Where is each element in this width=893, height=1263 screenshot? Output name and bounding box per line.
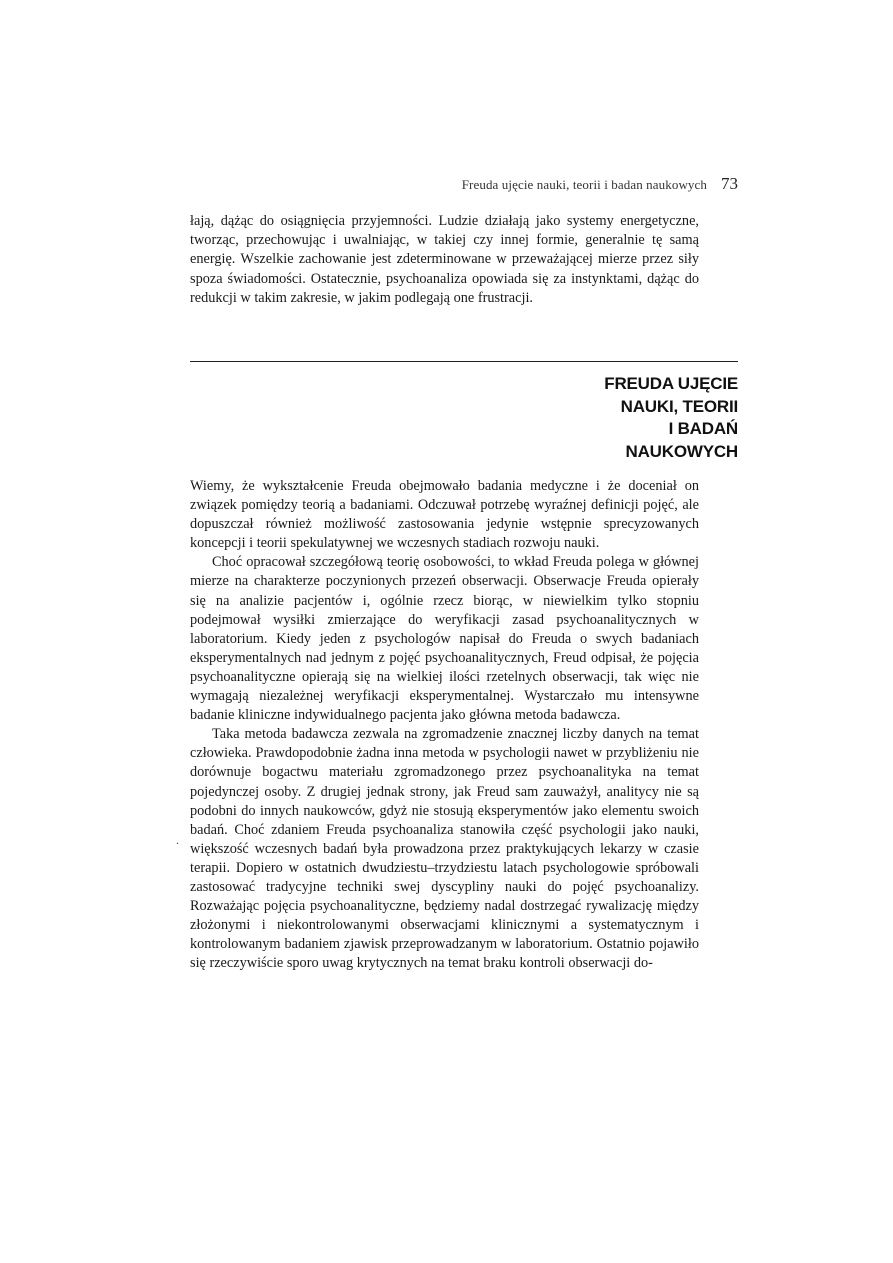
body-paragraph: Choć opracował szczegółową teorię osobowości, to wkład Freuda polega w głównej mierze na charakterze poczynionych przezeń obserwacji. Obserwacje Freuda opierały się na analizie pacjentów i, ogólnie rzecz biorąc, w niewielkim tylko stopniu podejmował wysiłki zmierzające do weryfikacji zasad psychoanalitycznych w laboratorium. Kiedy jeden z psychologów napisał do Freuda o swych badaniach eksperymentalnych nad jednym z pojęć psychoanalitycznych, Freud odpisał, że pojęcia psychoanalityczne opierają się na wielkiej ilości rzetelnych obserwacji, tak więc nie wymagają niezależnej weryfikacji eksperymentalnej. Wystarczało mu intensywne badanie kliniczne indywidualnego pacjenta jako główna metoda badawcza. bbox=[190, 554, 699, 724]
section-title-line: FREUDA UJĘCIE bbox=[604, 374, 738, 393]
intro-paragraph: łają, dążąc do osiągnięcia przyjemności. Ludzie działają jako systemy energetyczne, tworząc, przechowując i uwalniając, w takiej czy innej formie, generalnie tę samą energię. Wszelkie zachowanie jest zdeterminowane w przeważającej mierze przez siły spoza świadomości. Ostatecznie, psychoanaliza opowiada się za instynktami, dążąc do redukcji w takim zakresie, w jakim podlegają one frustracji. bbox=[190, 213, 699, 306]
section-title-line: I BADAŃ bbox=[668, 419, 738, 438]
section-title-line: NAUKOWYCH bbox=[625, 441, 738, 461]
margin-mark: . bbox=[176, 833, 179, 847]
section-title bbox=[490, 373, 738, 463]
body-paragraph: Taka metoda badawcza zezwala na zgromadzenie znacznej liczby danych na temat człowieka. Prawdopodobnie żadna inna metoda w psychologii nawet w przybliżeniu nie dorównuje bogactwu materiału zgromadzonego przez psychoanalityka na temat pojedynczej osoby. Z drugiej jednak strony, jak Freud sam zauważył, analitycy nie są podobni do innych naukowców, gdyż nie stosują eksperymentów jako elementu swoich badań. Choć zdaniem Freuda psychoanaliza stanowiła część psychologii jako nauki, większość wczesnych badań była prowadzona przez praktykujących lekarzy w czasie terapii. Dopiero w ostatnich dwudziestu–trzydziestu latach psychologowie spróbowali zastosować tradycyjne techniki swej dyscypliny nauki do pojęć psychoanalizy. Rozważając pojęcia psychoanalityczne, będziemy nadal dostrzegać rywalizację między złożonymi i niekontrolowanymi obserwacjami klinicznymi a systematycznym i kontrolowanym badaniem zjawisk przeprowadzanym w laboratorium. Ostatnio pojawiło się rzeczywiście sporo uwag krytycznych na temat braku kontroli obserwacji do- bbox=[190, 726, 699, 972]
section-divider bbox=[190, 361, 738, 362]
section-title-line: NAUKI, TEORII bbox=[620, 396, 738, 416]
running-title: Freuda ujęcie nauki, teorii i badan naukowych bbox=[461, 177, 707, 192]
running-head bbox=[190, 174, 738, 194]
page-number: 73 bbox=[721, 174, 738, 193]
section-body bbox=[190, 477, 699, 973]
body-paragraph: Wiemy, że wykształcenie Freuda obejmowało badania medyczne i że doceniał on związek pomiędzy teorią a badaniami. Odczuwał potrzebę wyraźnej definicji pojęć, ale dopuszczał również możliwość zastosowania jedynie wstępnie sprecyzowanych koncepcji i teorii spekulatywnej we wczesnych stadiach rozwoju nauki. bbox=[190, 478, 699, 552]
